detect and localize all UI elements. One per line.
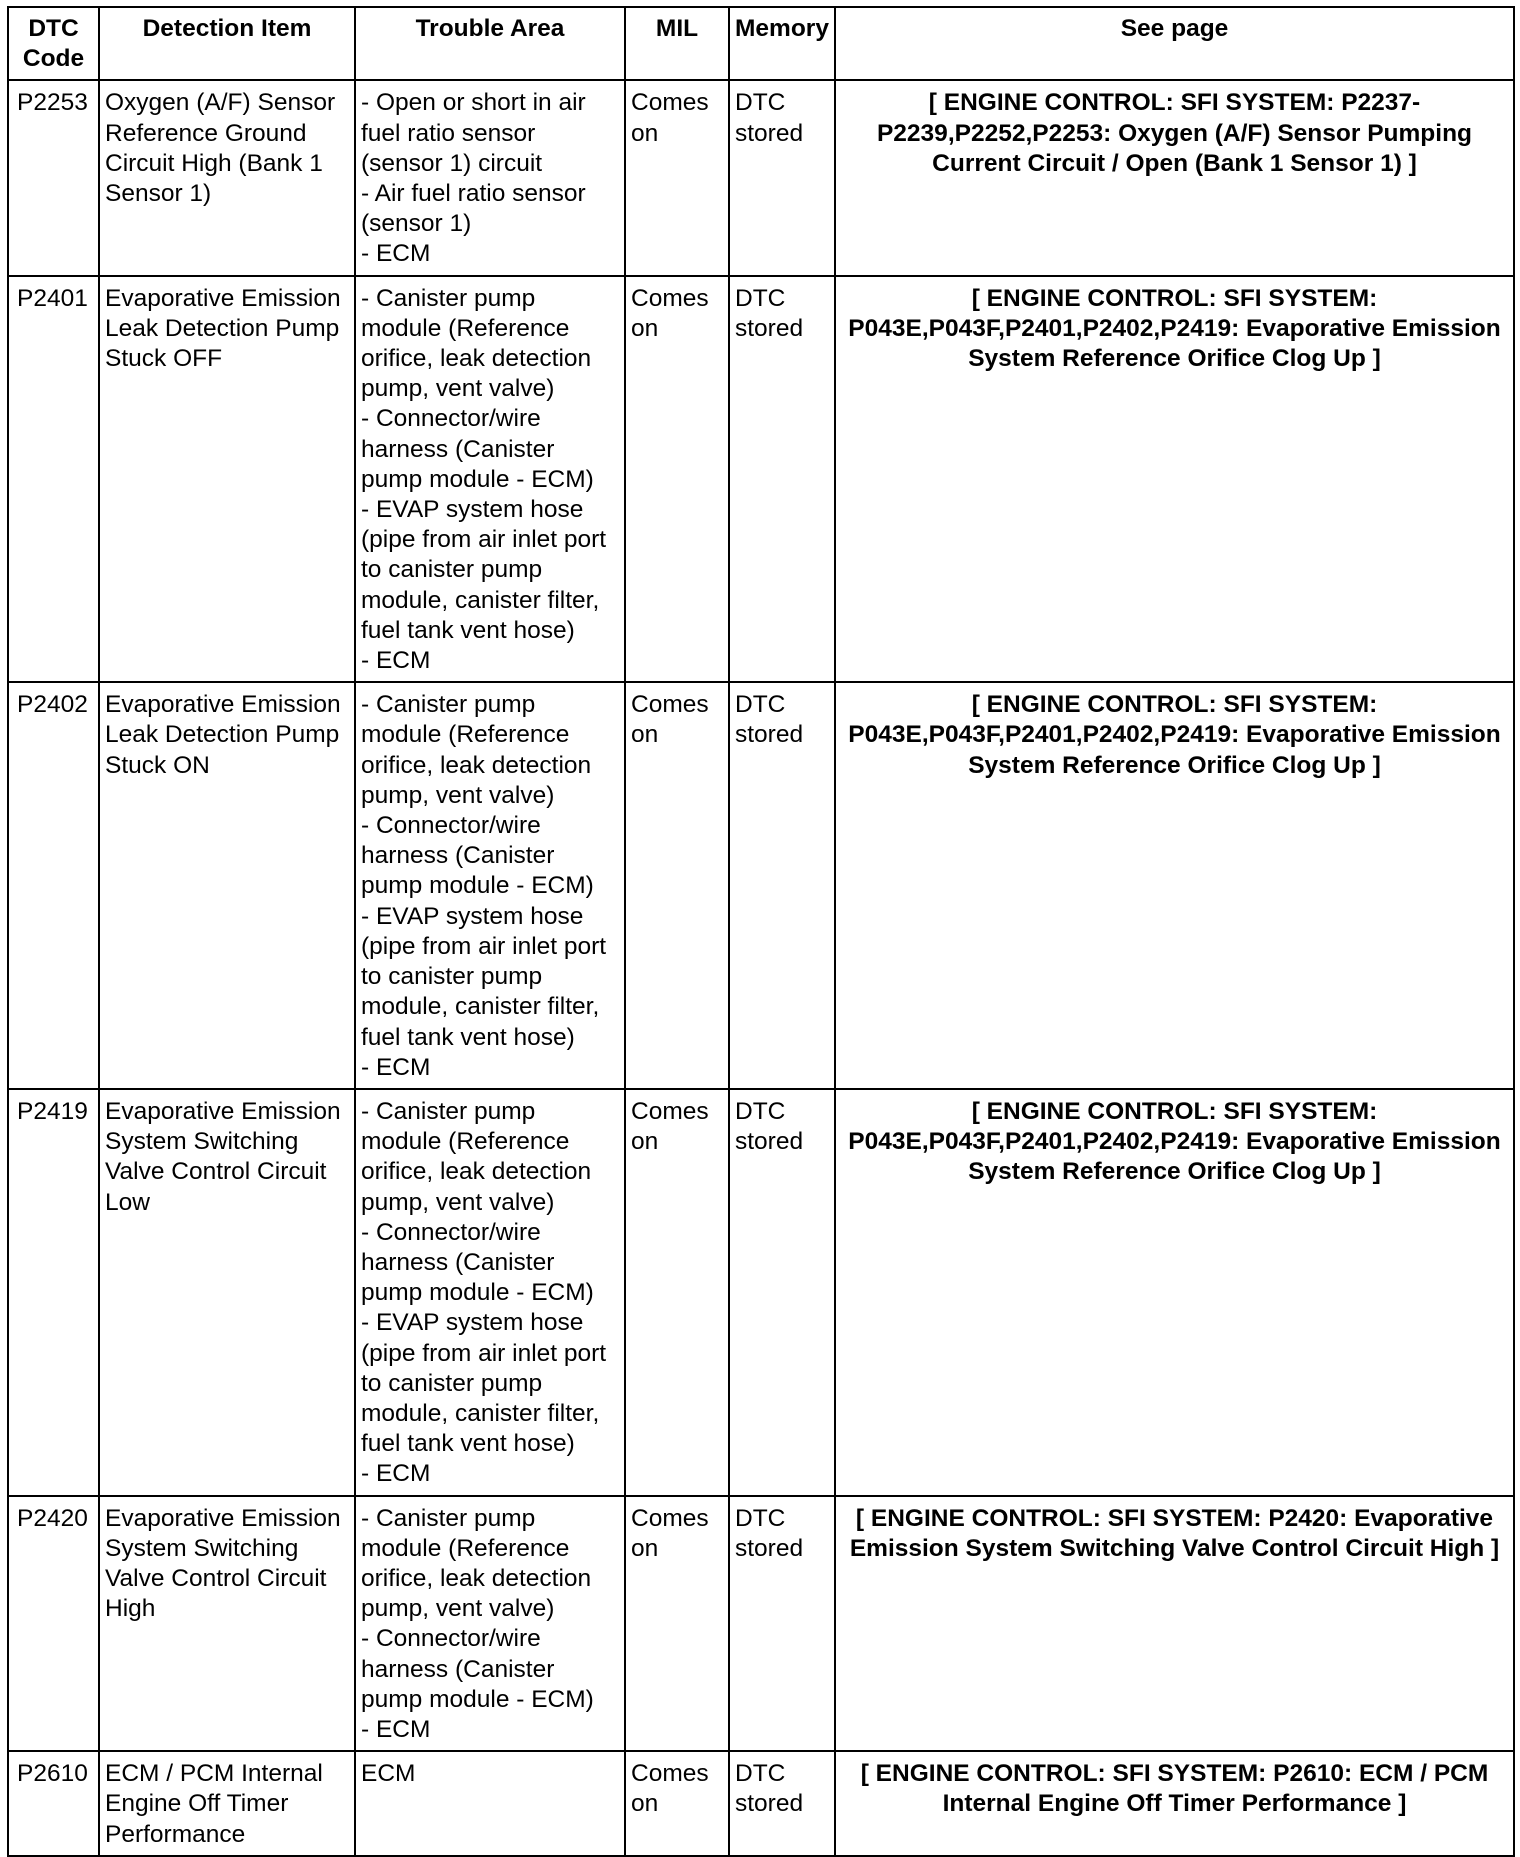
trouble-area-cell <box>355 1496 625 1752</box>
mil-cell: Comes on <box>625 276 729 683</box>
dtc-code-cell: P2420 <box>8 1496 99 1752</box>
see-page-link[interactable]: [ ENGINE CONTROL: SFI SYSTEM: P043E,P043F,P2401,P2402,P2419: Evaporative Emission System Reference Orifice Clog Up ] <box>835 276 1514 683</box>
table-body <box>8 80 1514 1855</box>
table-row <box>8 1089 1514 1496</box>
table-row <box>8 682 1514 1089</box>
header-see-page: See page <box>835 7 1514 80</box>
see-page-link[interactable]: [ ENGINE CONTROL: SFI SYSTEM: P2420: Evaporative Emission System Switching Valve Control Circuit High ] <box>835 1496 1514 1752</box>
table-header <box>8 7 1514 80</box>
dtc-code-cell: P2610 <box>8 1751 99 1856</box>
trouble-area-line: - ECM <box>361 647 431 675</box>
trouble-area-line: - Canister pump module (Reference orifice, leak detection pump, vent valve) <box>361 691 592 809</box>
trouble-area-line: - ECM <box>361 1053 431 1081</box>
header-dtc-code-line2: Code <box>22 45 85 73</box>
trouble-area-cell <box>355 80 625 275</box>
memory-cell: DTC stored <box>729 682 835 1089</box>
trouble-area-line: - Connector/wire harness (Canister pump module - ECM) <box>361 405 594 493</box>
trouble-area-line: - ECM <box>361 1715 431 1743</box>
see-page-link[interactable]: [ ENGINE CONTROL: SFI SYSTEM: P2610: ECM / PCM Internal Engine Off Timer Performance ] <box>835 1751 1514 1856</box>
mil-cell: Comes on <box>625 1089 729 1496</box>
mil-cell: Comes on <box>625 682 729 1089</box>
header-trouble-area: Trouble Area <box>355 7 625 80</box>
detection-item-cell: Oxygen (A/F) Sensor Reference Ground Circuit High (Bank 1 Sensor 1) <box>99 80 355 275</box>
dtc-table <box>7 6 1515 1857</box>
header-memory: Memory <box>729 7 835 80</box>
detection-item-cell: Evaporative Emission System Switching Valve Control Circuit High <box>99 1496 355 1752</box>
table-row <box>8 1496 1514 1752</box>
trouble-area-line: - EVAP system hose (pipe from air inlet port to canister pump module, canister filter, fuel tank vent hose) <box>361 496 607 644</box>
trouble-area-line: - Air fuel ratio sensor (sensor 1) <box>361 180 586 238</box>
memory-cell: DTC stored <box>729 1089 835 1496</box>
header-dtc-code-line1: DTC <box>28 15 79 42</box>
detection-item-cell: Evaporative Emission Leak Detection Pump Stuck OFF <box>99 276 355 683</box>
trouble-area-cell <box>355 1751 625 1856</box>
header-dtc-code <box>8 7 99 80</box>
trouble-area-line: - EVAP system hose (pipe from air inlet port to canister pump module, canister filter, fuel tank vent hose) <box>361 1309 607 1458</box>
table-row <box>8 1751 1514 1856</box>
memory-cell: DTC stored <box>729 276 835 683</box>
trouble-area-cell <box>355 1089 625 1496</box>
header-mil: MIL <box>625 7 729 80</box>
trouble-area-cell <box>355 276 625 683</box>
dtc-code-cell: P2253 <box>8 80 99 275</box>
dtc-code-cell: P2401 <box>8 276 99 683</box>
trouble-area-line: - Canister pump module (Reference orifice, leak detection pump, vent valve) <box>361 284 592 403</box>
dtc-code-cell: P2419 <box>8 1089 99 1496</box>
table-row <box>8 80 1514 275</box>
trouble-area-line: ECM <box>361 1760 416 1788</box>
trouble-area-line: - Connector/wire harness (Canister pump module - ECM) <box>361 812 594 900</box>
trouble-area-line: - Connector/wire harness (Canister pump module - ECM) <box>361 1625 594 1713</box>
trouble-area-line: - Open or short in air fuel ratio sensor (sensor 1) circuit <box>361 89 586 177</box>
mil-cell: Comes on <box>625 1496 729 1752</box>
detection-item-cell: Evaporative Emission System Switching Valve Control Circuit Low <box>99 1089 355 1496</box>
see-page-link[interactable]: [ ENGINE CONTROL: SFI SYSTEM: P043E,P043F,P2401,P2402,P2419: Evaporative Emission System Reference Orifice Clog Up ] <box>835 682 1514 1089</box>
trouble-area-line: - Canister pump module (Reference orifice, leak detection pump, vent valve) <box>361 1097 592 1216</box>
memory-cell: DTC stored <box>729 1751 835 1856</box>
table-row <box>8 276 1514 683</box>
detection-item-cell: ECM / PCM Internal Engine Off Timer Performance <box>99 1751 355 1856</box>
trouble-area-line: - EVAP system hose (pipe from air inlet port to canister pump module, canister filter, fuel tank vent hose) <box>361 902 607 1051</box>
header-row <box>8 7 1514 80</box>
see-page-link[interactable]: [ ENGINE CONTROL: SFI SYSTEM: P043E,P043F,P2401,P2402,P2419: Evaporative Emission System Reference Orifice Clog Up ] <box>835 1089 1514 1496</box>
detection-item-cell: Evaporative Emission Leak Detection Pump Stuck ON <box>99 682 355 1089</box>
mil-cell: Comes on <box>625 1751 729 1856</box>
trouble-area-line: - Canister pump module (Reference orifice, leak detection pump, vent valve) <box>361 1504 592 1623</box>
trouble-area-line: - Connector/wire harness (Canister pump module - ECM) <box>361 1218 594 1307</box>
dtc-code-cell: P2402 <box>8 682 99 1089</box>
trouble-area-line: - ECM <box>361 1460 431 1488</box>
trouble-area-line: - ECM <box>361 240 431 268</box>
memory-cell: DTC stored <box>729 1496 835 1752</box>
see-page-link[interactable]: [ ENGINE CONTROL: SFI SYSTEM: P2237-P2239,P2252,P2253: Oxygen (A/F) Sensor Pumping Current Circuit / Open (Bank 1 Sensor 1) ] <box>835 80 1514 275</box>
memory-cell: DTC stored <box>729 80 835 275</box>
header-detection-item: Detection Item <box>99 7 355 80</box>
mil-cell: Comes on <box>625 80 729 275</box>
trouble-area-cell <box>355 682 625 1089</box>
